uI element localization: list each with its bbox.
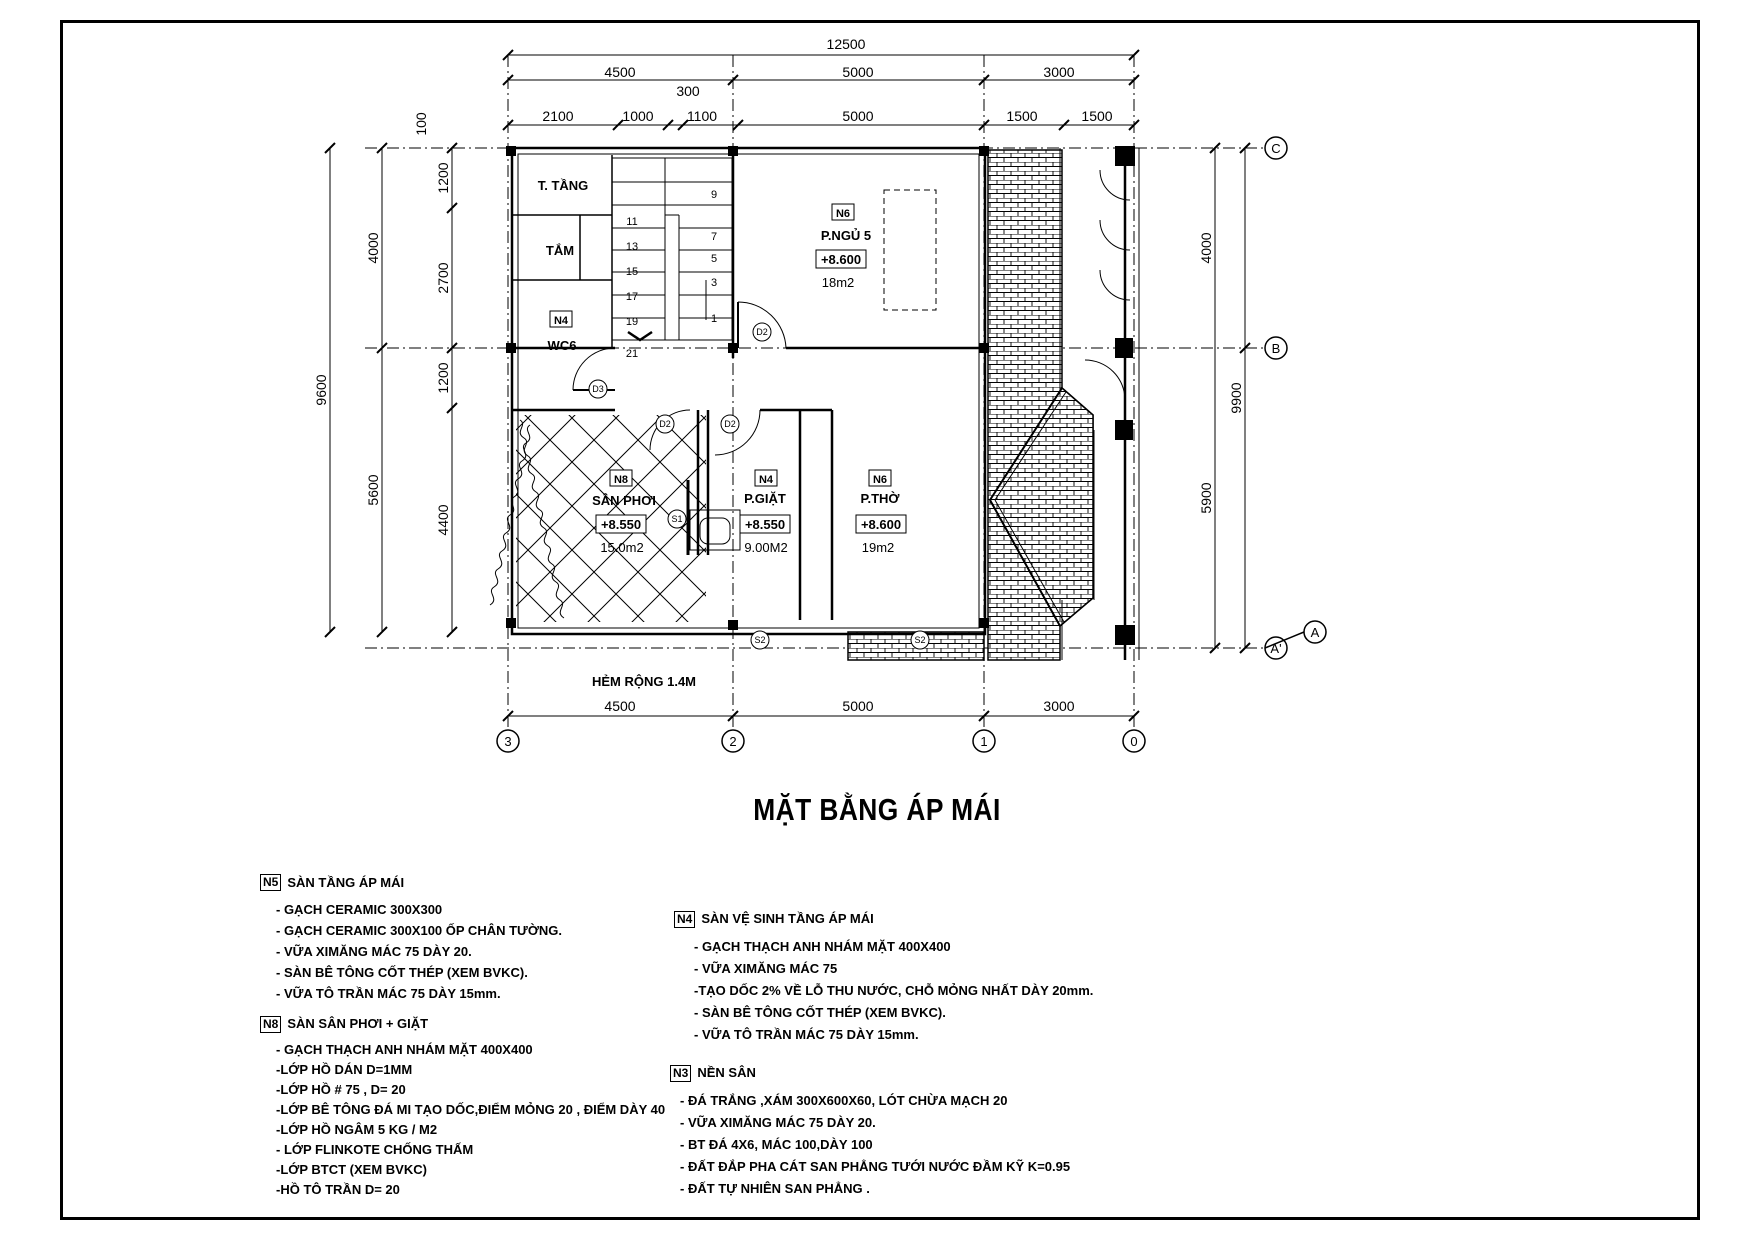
stair-number: 21 xyxy=(625,348,639,360)
door-tag: D3 xyxy=(592,384,604,394)
note-tag: N5 xyxy=(260,874,281,891)
pgiat-level: +8.550 xyxy=(744,517,786,532)
pngu-level: +8.600 xyxy=(820,252,862,267)
wc-name: WC6 xyxy=(547,338,577,353)
door-tag: D2 xyxy=(756,327,768,337)
stair-number: 7 xyxy=(710,231,718,243)
grid-col-label: 3 xyxy=(504,734,512,749)
pngu-area: 18m2 xyxy=(821,275,855,290)
note-line: - GẠCH CERAMIC 300X100 ỐP CHÂN TƯỜNG. xyxy=(276,923,563,938)
door-tag: S2 xyxy=(914,635,926,645)
dim-bottom: 3000 xyxy=(1043,698,1075,714)
stair-number: 19 xyxy=(625,316,639,328)
stair-number: 15 xyxy=(625,266,639,278)
dim-top-inner: 1100 xyxy=(686,108,718,124)
dim-right-total: 9900 xyxy=(1228,382,1244,414)
dim-bottom: 5000 xyxy=(842,698,874,714)
note-line: -LỚP HỒ DÁN D=1MM xyxy=(276,1062,413,1077)
drawing-title: MẶT BẰNG ÁP MÁI xyxy=(753,792,1001,827)
note-title: SÀN TẦNG ÁP MÁI xyxy=(287,875,405,890)
note-line: - VỮA TÔ TRẦN MÁC 75 DÀY 15mm. xyxy=(276,986,501,1001)
bed-outline xyxy=(884,190,936,310)
stair-number: 13 xyxy=(625,241,639,253)
room-tang: T. TẦNG xyxy=(537,178,589,193)
wc-tag: N4 xyxy=(553,315,569,327)
ptho-area: 19m2 xyxy=(861,540,895,555)
dimension-texts xyxy=(313,36,1244,714)
note-n5 xyxy=(260,872,562,1004)
grid-row-label: C xyxy=(1271,141,1281,156)
pgiat-tag: N4 xyxy=(758,474,774,486)
grid-col-label: 2 xyxy=(729,734,737,749)
stair-number: 17 xyxy=(625,291,639,303)
dim-left-small: 100 xyxy=(413,112,429,136)
sanphoi-name: SÂN PHƠI xyxy=(592,493,656,508)
note-title: SÀN VỆ SINH TẦNG ÁP MÁI xyxy=(701,911,874,926)
note-line: -LỚP BTCT (XEM BVKC) xyxy=(276,1162,427,1177)
note-title: SÀN SÂN PHƠI + GIẶT xyxy=(287,1016,429,1031)
stair-number: 11 xyxy=(626,216,638,228)
dim-left-total: 9600 xyxy=(313,374,329,406)
note-tag: N3 xyxy=(670,1065,691,1082)
note-n3 xyxy=(670,1062,1070,1200)
grid-col-label: 1 xyxy=(980,734,988,749)
door-tag: S1 xyxy=(671,514,683,524)
sanphoi-level: +8.550 xyxy=(600,517,642,532)
stair-number: 9 xyxy=(710,189,718,201)
grid-row-label: A xyxy=(1310,625,1320,640)
dim-left-mid: 5600 xyxy=(365,474,381,506)
dim-top-inner: 1000 xyxy=(622,108,654,124)
note-line: -TẠO DỐC 2% VỀ LỖ THU NƯỚC, CHỖ MỎNG NHẤT DÀY 20mm. xyxy=(694,983,1094,998)
dim-left-inner: 4400 xyxy=(435,504,451,536)
note-line: - VỮA XIMĂNG MÁC 75 DÀY 20. xyxy=(276,944,472,959)
dim-top-small: 300 xyxy=(676,83,700,99)
stair-number: 3 xyxy=(710,277,718,289)
note-line: - LỚP FLINKOTE CHỐNG THẤM xyxy=(276,1142,474,1157)
pgiat-name: P.GIẶT xyxy=(744,491,786,506)
dim-left-inner: 2700 xyxy=(435,262,451,294)
note-line: -LỚP HỒ # 75 , D= 20 xyxy=(276,1082,406,1097)
roof-tiles xyxy=(848,150,1093,660)
ptho-level: +8.600 xyxy=(860,517,902,532)
dim-right-mid: 4000 xyxy=(1198,232,1214,264)
note-line: - BT ĐÁ 4X6, MÁC 100,DÀY 100 xyxy=(680,1137,873,1152)
dim-left-inner: 1200 xyxy=(435,162,451,194)
ptho-name: P.THỜ xyxy=(860,491,900,506)
pngu-tag: N6 xyxy=(835,208,851,220)
room-tam: TẮM xyxy=(545,243,575,258)
note-n8 xyxy=(260,1014,665,1200)
pngu-name: P.NGỦ 5 xyxy=(820,228,872,243)
note-line: - GẠCH THẠCH ANH NHÁM MẶT 400X400 xyxy=(276,1042,533,1057)
dim-top-inner: 1500 xyxy=(1081,108,1113,124)
stair-number: 1 xyxy=(710,313,718,325)
note-line: -HỒ TÔ TRẦN D= 20 xyxy=(276,1182,400,1197)
door-tag: D2 xyxy=(659,419,671,429)
note-n4 xyxy=(674,908,1093,1046)
note-line: - SÀN BÊ TÔNG CỐT THÉP (XEM BVKC). xyxy=(694,1005,946,1020)
note-line: - ĐẤT ĐẮP PHA CÁT SAN PHẲNG TƯỚI NƯỚC ĐẦM KỸ K=0.95 xyxy=(680,1159,1071,1174)
note-line: - VỮA XIMĂNG MÁC 75 xyxy=(694,961,838,976)
dimension-ticks xyxy=(325,50,1250,721)
dim-top-mid: 5000 xyxy=(842,64,874,80)
note-line: - GẠCH THẠCH ANH NHÁM MẶT 400X400 xyxy=(694,939,951,954)
sanphoi-area: 15.0m2 xyxy=(600,540,644,555)
door-tag: D2 xyxy=(724,419,736,429)
dim-right-mid: 5900 xyxy=(1198,482,1214,514)
note-line: - VỮA XIMĂNG MÁC 75 DÀY 20. xyxy=(680,1115,876,1130)
note-line: - VỮA TÔ TRẦN MÁC 75 DÀY 15mm. xyxy=(694,1027,919,1042)
grid-col-label: 0 xyxy=(1130,734,1138,749)
dim-top-mid: 3000 xyxy=(1043,64,1075,80)
dim-top-inner: 1500 xyxy=(1006,108,1038,124)
dim-total: 12500 xyxy=(826,36,866,52)
note-line: -LỚP HỒ NGÂM 5 KG / M2 xyxy=(276,1122,438,1137)
note-line: - GẠCH CERAMIC 300X300 xyxy=(276,902,443,917)
door-tag: S2 xyxy=(754,635,766,645)
note-title: NỀN SÂN xyxy=(697,1065,756,1080)
grid-row-label: A' xyxy=(1270,641,1282,656)
dim-top-inner: 2100 xyxy=(542,108,574,124)
sanphoi-tag: N8 xyxy=(613,474,629,486)
street-label: HẺM RỘNG 1.4M xyxy=(591,674,697,689)
note-tag: N8 xyxy=(260,1016,281,1033)
dim-left-mid: 4000 xyxy=(365,232,381,264)
grid-row-label: B xyxy=(1271,341,1281,356)
ptho-tag: N6 xyxy=(872,474,888,486)
note-line: -LỚP BÊ TÔNG ĐÁ MI TẠO DỐC,ĐIỂM MỎNG 20 , ĐIỂM DÀY 40 xyxy=(276,1102,666,1117)
dim-left-inner: 1200 xyxy=(435,362,451,394)
dim-top-mid: 4500 xyxy=(604,64,636,80)
note-line: - SÀN BÊ TÔNG CỐT THÉP (XEM BVKC). xyxy=(276,965,528,980)
note-line: - ĐÁ TRẮNG ,XÁM 300X600X60, LÓT CHỪA MẠCH 20 xyxy=(680,1093,1008,1108)
dim-bottom: 4500 xyxy=(604,698,636,714)
note-tag: N4 xyxy=(674,911,695,928)
pgiat-area: 9.00M2 xyxy=(744,540,788,555)
stair-number: 5 xyxy=(710,253,718,265)
note-line: - ĐẤT TỰ NHIÊN SAN PHẲNG . xyxy=(680,1181,870,1196)
dim-top-inner: 5000 xyxy=(842,108,874,124)
